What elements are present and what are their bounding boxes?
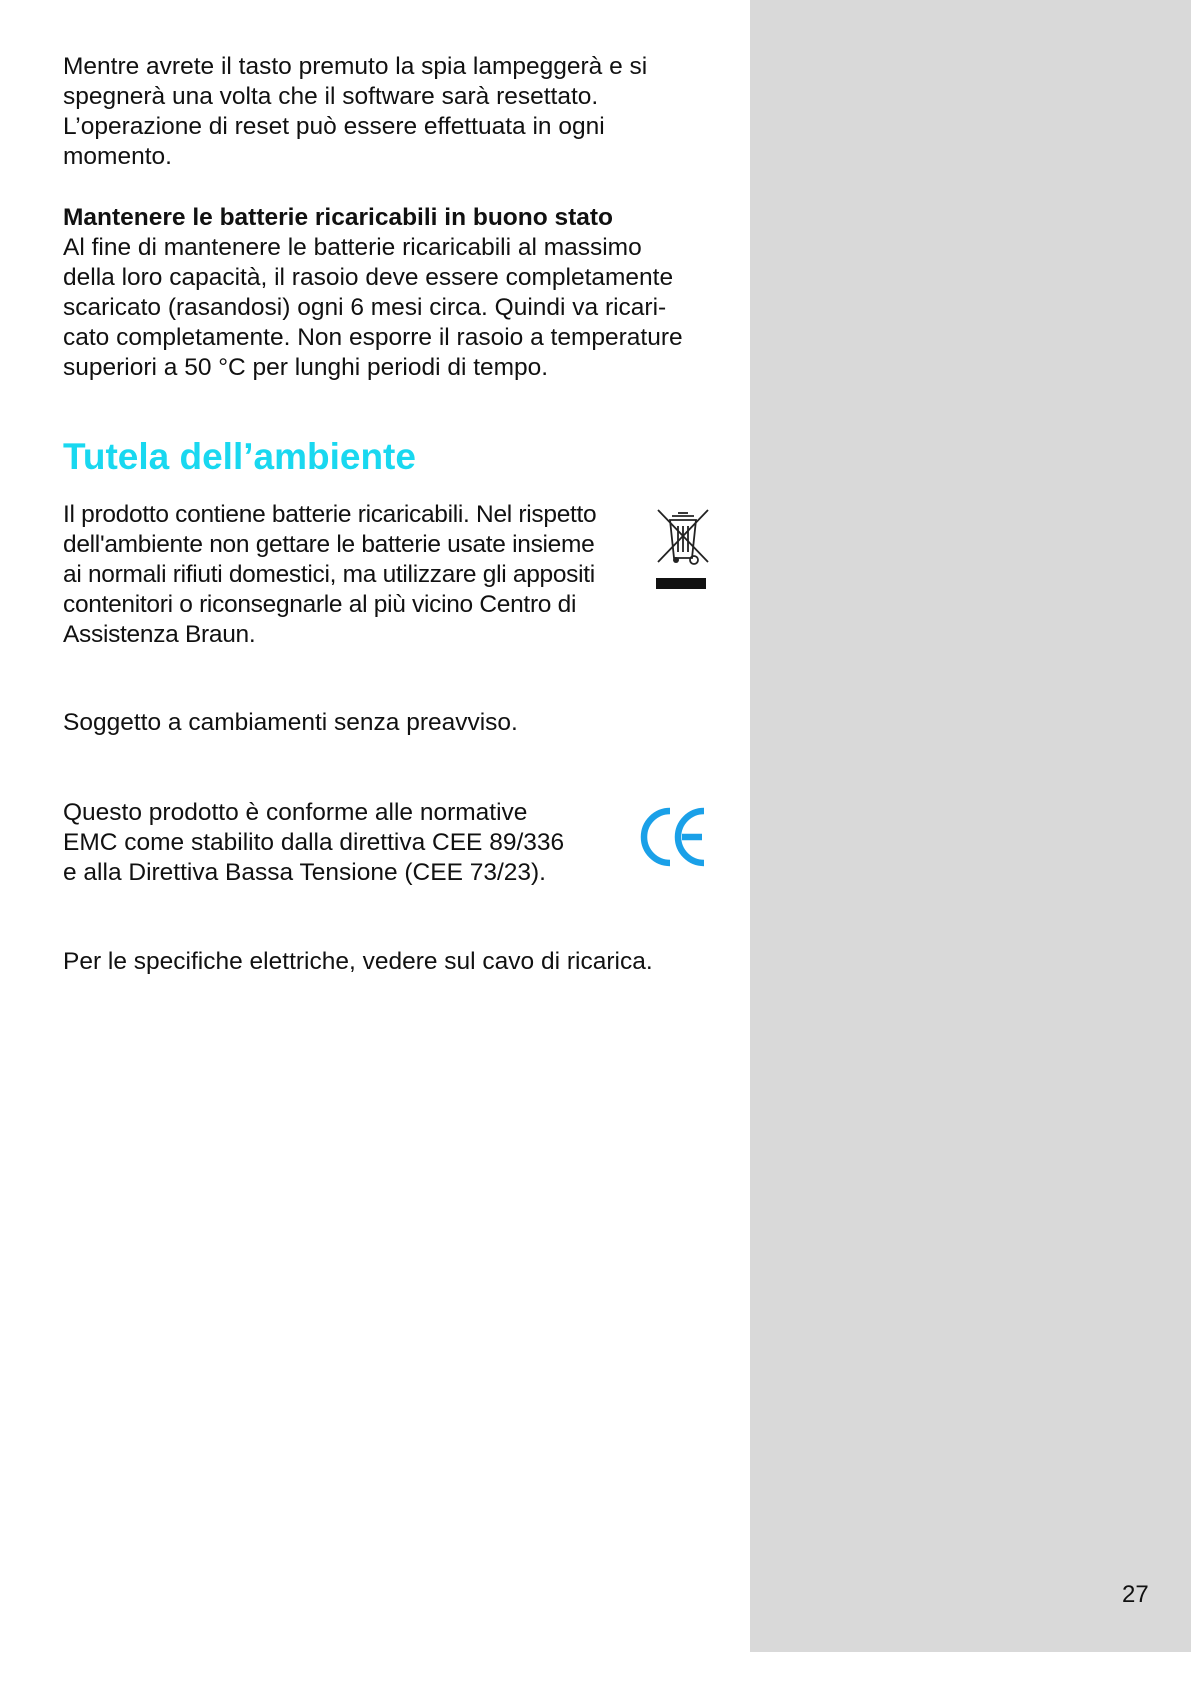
text-line: Per le specifiche elettriche, vedere sul cavo di ricarica. <box>63 948 653 975</box>
crossed-out-wheelie-bin-icon <box>654 506 712 590</box>
text-line: Mentre avrete il tasto premuto la spia lampeggerà e si <box>63 53 648 80</box>
battery-care-heading: Mantenere le batterie ricaricabili in buono stato <box>63 204 614 231</box>
text-line: dell'ambiente non gettare le batterie usate insieme <box>63 531 595 558</box>
conformity-paragraph <box>63 798 623 888</box>
text-line: spegnerà una volta che il software sarà resettato. <box>63 83 599 110</box>
text-line: Soggetto a cambiamenti senza preavviso. <box>63 709 518 736</box>
text-line: e alla Direttiva Bassa Tensione (CEE 73/23). <box>63 859 546 886</box>
text-line: Assistenza Braun. <box>63 621 256 648</box>
text-line: L’operazione di reset può essere effettuata in ogni <box>63 113 605 140</box>
text-line: momento. <box>63 143 172 170</box>
text-line: Questo prodotto è conforme alle normative <box>63 799 528 826</box>
page-number: 27 <box>1122 1581 1149 1608</box>
text-line: cato completamente. Non esporre il rasoio a temperature <box>63 324 683 351</box>
environment-paragraph <box>63 500 643 650</box>
text-line: Il prodotto contiene batterie ricaricabili. Nel rispetto <box>63 501 597 528</box>
text-line: superiori a 50 °C per lunghi periodi di tempo. <box>63 354 549 381</box>
environment-heading: Tutela dell’ambiente <box>63 436 416 477</box>
ce-mark-icon <box>638 805 708 869</box>
text-line: ai normali rifiuti domestici, ma utilizzare gli appositi <box>63 561 595 588</box>
text-line: della loro capacità, il rasoio deve essere completamente <box>63 264 674 291</box>
notice-paragraph <box>63 708 703 738</box>
text-line: contenitori o riconsegnarle al più vicino Centro di <box>63 591 577 618</box>
specs-paragraph <box>63 947 723 977</box>
text-line: scaricato (rasandosi) ogni 6 mesi circa. Quindi va ricari- <box>63 294 667 321</box>
text-line: Al fine di mantenere le batterie ricaricabili al massimo <box>63 234 642 261</box>
text-line: EMC come stabilito dalla direttiva CEE 89/336 <box>63 829 565 856</box>
side-panel <box>750 0 1191 1652</box>
reset-paragraph <box>63 52 723 172</box>
battery-care-section <box>63 203 723 383</box>
